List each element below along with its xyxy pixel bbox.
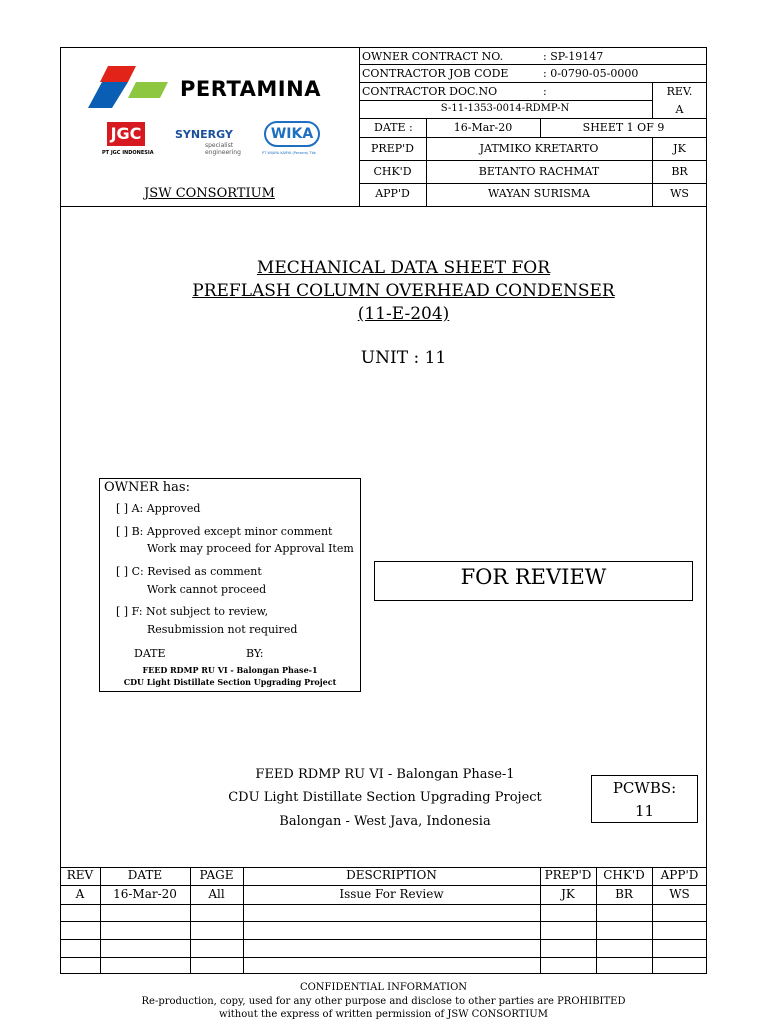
rev-row-date: 16-Mar-20	[113, 887, 177, 901]
contractor-doc-colon: :	[543, 85, 547, 98]
consortium-name: JSW CONSORTIUM	[144, 186, 275, 201]
rev-header-appd: APP'D	[660, 868, 699, 882]
rule	[243, 867, 244, 974]
pcwbs-value: 11	[634, 802, 655, 820]
date-value: 16-Mar-20	[453, 121, 513, 134]
pcwbs-label: PCWBS:	[612, 779, 677, 797]
rev-header-page: PAGE	[199, 868, 234, 882]
date-label: DATE :	[374, 121, 413, 134]
rev-header-description: DESCRIPTION	[346, 868, 437, 882]
appd-label: APP'D	[375, 187, 410, 200]
wika-logo: WIKA	[264, 121, 320, 147]
footer-notice-1: Re-production, copy, used for any other purpose and disclose to other parties are PROHIBITED	[141, 996, 626, 1007]
rule	[359, 137, 707, 138]
rev-header-date: DATE	[127, 868, 163, 882]
prepd-name: JATMIKO KRETARTO	[479, 142, 599, 155]
rev-row-page: All	[208, 887, 225, 901]
synergy-logo: SYNERGY	[175, 128, 233, 141]
prepd-label: PREP'D	[371, 142, 414, 155]
document-title-line-1: MECHANICAL DATA SHEET FOR	[256, 258, 551, 278]
contractor-doc-label: CONTRACTOR DOC.NO	[362, 85, 498, 98]
prepd-initials: JK	[673, 142, 686, 155]
document-title-line-2: PREFLASH COLUMN OVERHEAD CONDENSER	[192, 281, 615, 301]
company-name: PERTAMINA	[180, 77, 321, 101]
owner-option-c: [ ] C: Revised as comment	[116, 565, 262, 578]
project-line-2: CDU Light Distillate Section Upgrading Project	[228, 790, 542, 805]
jgc-subtitle: PT JGC INDONESIA	[102, 150, 154, 156]
rev-row-appd: WS	[669, 887, 690, 901]
owner-option-f-note: Resubmission not required	[147, 623, 298, 636]
rule	[100, 867, 101, 974]
owner-date-label: DATE	[134, 647, 166, 660]
unit-label: UNIT : 11	[360, 348, 447, 368]
rule	[652, 867, 653, 974]
wika-subtitle: PT WIJAYA KARYA (Persero) Tbk	[262, 151, 316, 155]
rule	[60, 904, 707, 905]
pertamina-logo-icon	[88, 62, 172, 110]
appd-name: WAYAN SURISMA	[488, 187, 590, 200]
jgc-logo: JGC	[107, 122, 145, 146]
footer-confidential: CONFIDENTIAL INFORMATION	[299, 982, 468, 993]
rev-header-prepd: PREP'D	[544, 868, 592, 882]
rule	[60, 957, 707, 958]
rule	[190, 867, 191, 974]
project-line-3: Balongan - West Java, Indonesia	[279, 814, 491, 829]
appd-initials: WS	[670, 187, 689, 200]
owner-contract-label: OWNER CONTRACT NO.	[362, 50, 504, 63]
owner-option-b: [ ] B: Approved except minor comment	[116, 525, 333, 538]
sheet-number: SHEET 1 OF 9	[582, 121, 665, 134]
contractor-job-value: : 0-0790-05-0000	[543, 67, 639, 80]
project-line-1: FEED RDMP RU VI - Balongan Phase-1	[255, 767, 515, 782]
owner-option-c-note: Work cannot proceed	[147, 583, 267, 596]
rule	[596, 867, 597, 974]
document-title-tag: (11-E-204)	[357, 304, 450, 324]
rule	[540, 867, 541, 974]
chkd-name: BETANTO RACHMAT	[478, 165, 600, 178]
rev-value: A	[675, 103, 684, 116]
for-review-text: FOR REVIEW	[460, 565, 607, 589]
rule	[60, 939, 707, 940]
doc-number: S-11-1353-0014-RDMP-N	[440, 103, 570, 114]
owner-heading: OWNER has:	[104, 480, 190, 495]
owner-contract-value: : SP-19147	[543, 50, 604, 63]
rule	[359, 160, 707, 161]
chkd-label: CHK'D	[373, 165, 412, 178]
contractor-job-label: CONTRACTOR JOB CODE	[362, 67, 509, 80]
synergy-subtitle-1: specialist	[205, 142, 234, 149]
rule	[60, 921, 707, 922]
rule	[359, 183, 707, 184]
rev-row-prepd: JK	[561, 887, 575, 901]
owner-option-b-note: Work may proceed for Approval Item	[147, 542, 354, 555]
header-bottom-rule	[60, 206, 707, 207]
synergy-subtitle-2: engineering	[205, 149, 241, 156]
owner-project-line-2: CDU Light Distillate Section Upgrading Project	[123, 677, 337, 687]
rule	[60, 885, 707, 886]
owner-by-label: BY:	[246, 647, 264, 660]
owner-option-f: [ ] F: Not subject to review,	[116, 605, 269, 618]
rev-row-chkd: BR	[615, 887, 633, 901]
rev-header-chkd: CHK'D	[603, 868, 645, 882]
rev-header-rev: REV	[66, 868, 94, 882]
rev-row-rev: A	[75, 887, 85, 901]
rev-label: REV.	[666, 85, 693, 98]
owner-project-line-1: FEED RDMP RU VI - Balongan Phase-1	[142, 665, 318, 675]
owner-option-a: [ ] A: Approved	[116, 502, 201, 515]
footer-notice-2: without the express of written permission of JSW CONSORTIUM	[219, 1009, 548, 1020]
rev-row-description: Issue For Review	[339, 887, 444, 901]
chkd-initials: BR	[671, 165, 688, 178]
